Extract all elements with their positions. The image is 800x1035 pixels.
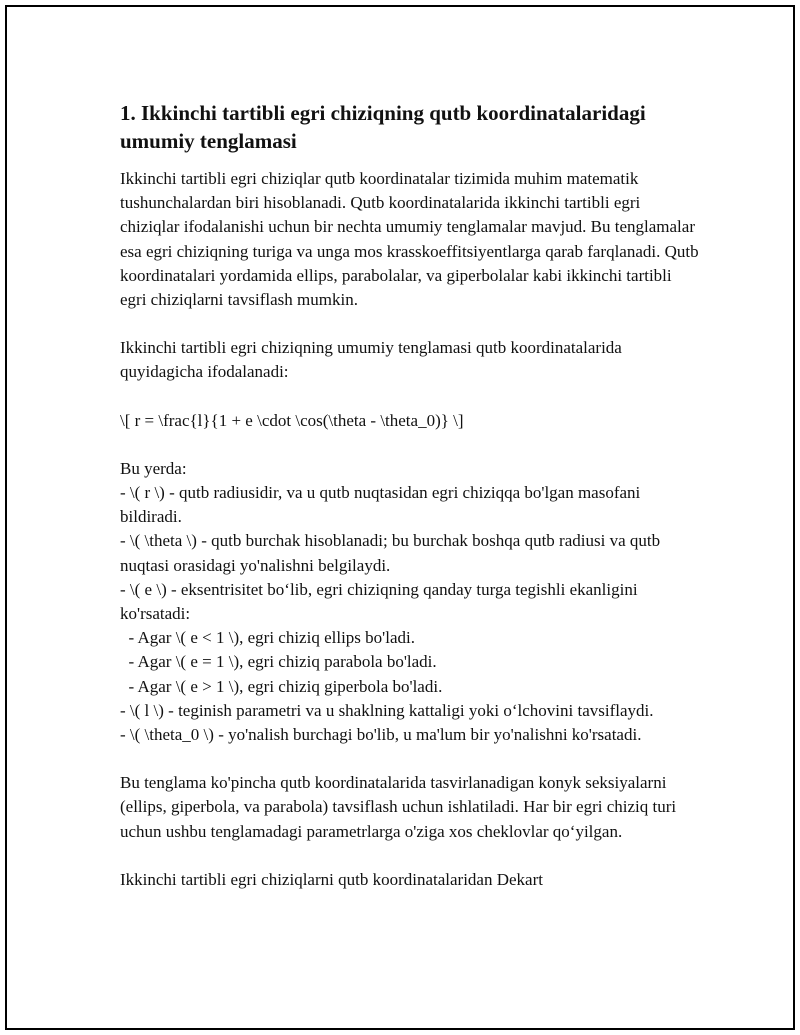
intro-paragraph: Ikkinchi tartibli egri chiziqlar qutb koordinatalar tizimida muhim matematik tushunchalardan biri hisoblanadi. Qutb koordinatalarida ikkinchi tartibli egri chiziqlar ifodalanishi uchun bir nechta umumiy tenglamalar mavjud. Bu tenglamalar esa egri chiziqning turiga va unga mos krasskoeffitsiyentlarga qarab farqlanadi. Qutb koordinatalari yordamida ellips, parabolalar, va giperbolalar kabi ikkinchi tartibli egri chiziqlarni tavsiflash mumkin. [120,169,699,310]
definition-l: - \( l \) - teginish parametri va u shaklning kattaligi yoki o‘lchovini tavsiflaydi. [120,700,654,720]
definition-e: - \( e \) - eksentrisitet bo‘lib, egri chiziqning qanday turga tegishli ekanligini ko'rsatadi: [120,579,642,624]
definitions-block [120,457,700,747]
definitions-intro: Bu yerda: [120,458,187,478]
case-ellipse: - Agar \( e < 1 \), egri chiziq ellips bo'ladi. [120,628,415,648]
section-heading: 1. Ikkinchi tartibli egri chiziqning qutb koordinatalaridagi umumiy tenglamasi [120,101,646,153]
case-hyperbola: - Agar \( e > 1 \), egri chiziq giperbola bo'ladi. [120,676,443,696]
page-frame [5,5,795,1030]
usage-paragraph: Bu tenglama ko'pincha qutb koordinatalarida tasvirlanadigan konyk seksiyalarni (ellips, giperbola, va parabola) tavsiflash uchun ishlatiladi. Har bir egri chiziq turi uchun ushbu tenglamadagi parametrlarga o'ziga xos cheklovlar qo‘yilgan. [120,773,677,841]
case-parabola: - Agar \( e = 1 \), egri chiziq parabola bo'ladi. [120,652,437,672]
document-body [120,99,700,916]
closing-paragraph: Ikkinchi tartibli egri chiziqlarni qutb koordinatalaridan Dekart [120,869,543,889]
equation-intro-paragraph: Ikkinchi tartibli egri chiziqning umumiy tenglamasi qutb koordinatalarida quyidagicha ifodalanadi: [120,338,622,382]
definition-theta: - \( \theta \) - qutb burchak hisoblanadi; bu burchak boshqa qutb radiusi va qutb nuqtasi orasidagi yo'nalishni belgilaydi. [120,531,665,575]
definition-theta0: - \( \theta_0 \) - yo'nalish burchagi bo'lib, u ma'lum bir yo'nalishni ko'rsatadi. [120,725,642,745]
equation-line: \[ r = \frac{l}{1 + e \cdot \cos(\theta - \theta_0)} \] [120,410,464,430]
definition-r: - \( r \) - qutb radiusidir, va u qutb nuqtasidan egri chiziqqa bo'lgan masofani bildiradi. [120,483,645,527]
